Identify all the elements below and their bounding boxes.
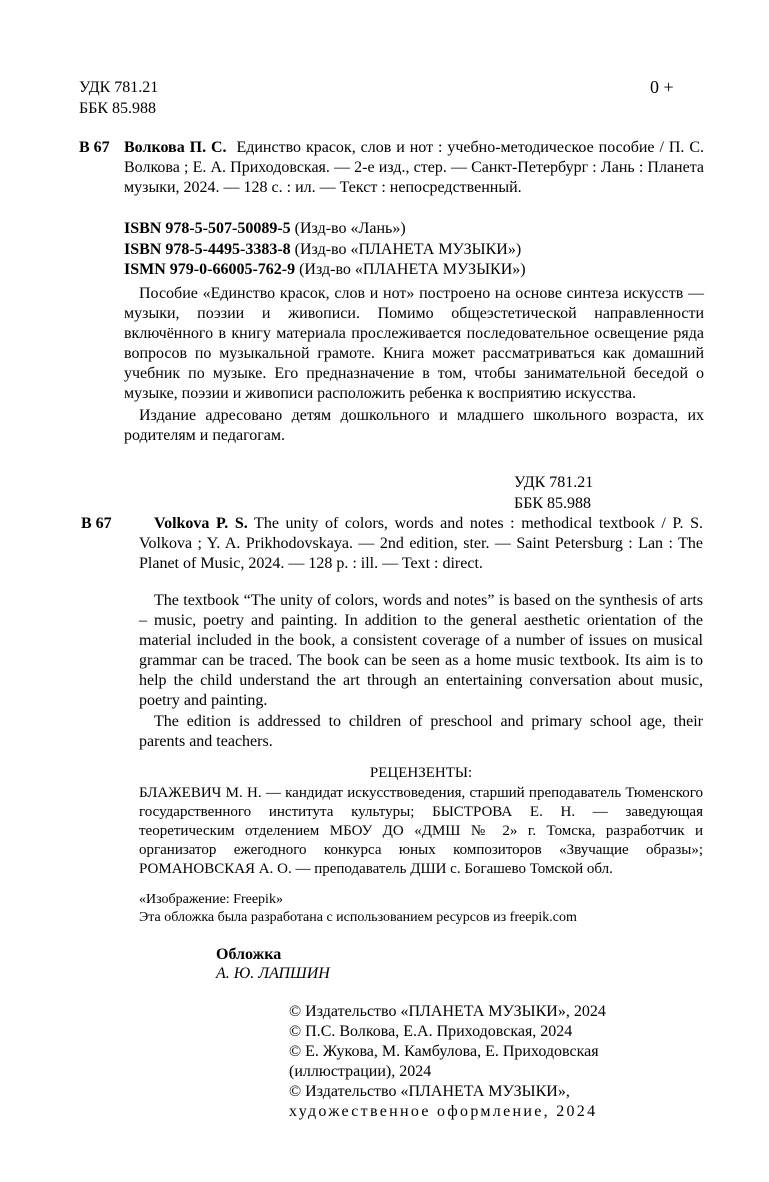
copyright-line: художественное оформление, 2024 <box>289 1103 598 1120</box>
en-udk: УДК 781.21 <box>514 474 594 491</box>
en-abstract-p1: The textbook “The unity of colors, words and notes” is based on the synthesis of arts – music, poetry and painting. In addition to the general aesthetic orientation of the material included in the book, a consistent coverage of a number of issues on musical grammar can be traced. The book can be seen as a home music textbook. Its aim is to help the child understand the art through an entertaining conversation about music, poetry and painting. <box>139 592 703 709</box>
copyright-block <box>289 1002 649 1122</box>
en-record <box>139 514 703 574</box>
cover-artist: А. Ю. ЛАПШИН <box>216 965 330 982</box>
ru-abstract-p1: Пособие «Единство красок, слов и нот» построено на основе синтеза искусств — музыки, поэзии и живописи. Помимо общеэстетической направленности включённого в книгу материала прослеживается последовательное освещение ряда вопросов по музыкальной грамоте. Книга может рассматриваться как домашний учебник по музыке. Его предназначение в том, чтобы занимательной беседой о музыке, поэзии и живописи расположить ребенка к восприятию искусства. <box>124 285 704 402</box>
header-bbk: ББК 85.988 <box>79 100 157 117</box>
ru-code: В 67 <box>79 139 110 156</box>
en-description: The unity of colors, words and notes : methodical textbook / P. S. Volkova ; Y. A. Prikhodovskaya. — 2nd edition, ster. — Saint Petersburg : Lan : The Planet of Music, 2024. — 128 p. : ill. — Text : direct. <box>139 515 703 572</box>
ismn-line <box>124 260 704 281</box>
copyright-line: © Издательство «ПЛАНЕТА МУЗЫКИ», 2024 <box>289 1003 606 1020</box>
isbn-number: ISBN 978-5-507-50089-5 <box>124 220 291 237</box>
copyright-line: (иллюстрации), 2024 <box>289 1063 432 1080</box>
copyright-line: © Издательство «ПЛАНЕТА МУЗЫКИ», <box>289 1083 570 1100</box>
reviewers-text: БЛАЖЕВИЧ М. Н. — кандидат искусствоведения, старший преподаватель Тюменского государственного института культуры; БЫСТРОВА Е. Н. — заведующая теоретическим отделением МБОУ ДО «ДМШ № 2» г. Томска, разработчик и организатор ежегодного конкурса юных композиторов «Звучащие образы»; РОМАНОВСКАЯ А. О. — преподаватель ДШИ с. Богашево Томской обл. <box>139 785 703 877</box>
cover-label: Обложка <box>216 946 282 963</box>
ru-isbn-list <box>124 219 704 281</box>
en-abstract-p2: The edition is addressed to children of preschool and primary school age, their parents and teachers. <box>139 713 703 750</box>
ismn-publisher: (Изд-во «ПЛАНЕТА МУЗЫКИ») <box>299 261 526 278</box>
isbn-number: ISBN 978-5-4495-3383-8 <box>124 240 291 258</box>
isbn-publisher: (Изд-во «ПЛАНЕТА МУЗЫКИ») <box>294 240 522 258</box>
reviewers-heading: РЕЦЕНЗЕНТЫ: <box>369 765 473 781</box>
ru-description: Единство красок, слов и нот : учебно-методическое пособие / П. С. Волкова ; Е. А. Приходовская. — 2-е изд., стер. — Санкт-Петербург : Лань : Планета музыки, 2024. — 128 с. : ил. — Текст : непосредственный. <box>124 139 704 196</box>
en-bbk: ББК 85.988 <box>514 495 592 512</box>
image-credit-line2: Эта обложка была разработана с использованием ресурсов из freepik.com <box>139 910 577 925</box>
image-credit-line1: «Изображение: Freepik» <box>139 892 283 907</box>
isbn-line <box>124 219 704 240</box>
copyright-line: © П.С. Волкова, Е.А. Приходовская, 2024 <box>289 1023 573 1040</box>
ru-abstract <box>124 284 704 446</box>
isbn-line <box>124 240 704 261</box>
ru-abstract-p2: Издание адресовано детям дошкольного и младшего школьного возраста, их родителям и педагогам. <box>124 407 704 444</box>
isbn-publisher: (Изд-во «Лань») <box>294 220 406 237</box>
ismn-number: ISMN 979-0-66005-762-9 <box>124 261 296 278</box>
age-rating: 0 + <box>650 77 674 97</box>
en-code: В 67 <box>81 515 112 532</box>
ru-record <box>124 138 704 198</box>
en-author: Volkova P. S. <box>154 515 248 532</box>
en-abstract <box>139 591 703 752</box>
header-udk: УДК 781.21 <box>79 79 159 96</box>
ru-author: Волкова П. С. <box>124 139 227 156</box>
copyright-line: © Е. Жукова, М. Камбулова, Е. Приходовская <box>289 1043 599 1060</box>
